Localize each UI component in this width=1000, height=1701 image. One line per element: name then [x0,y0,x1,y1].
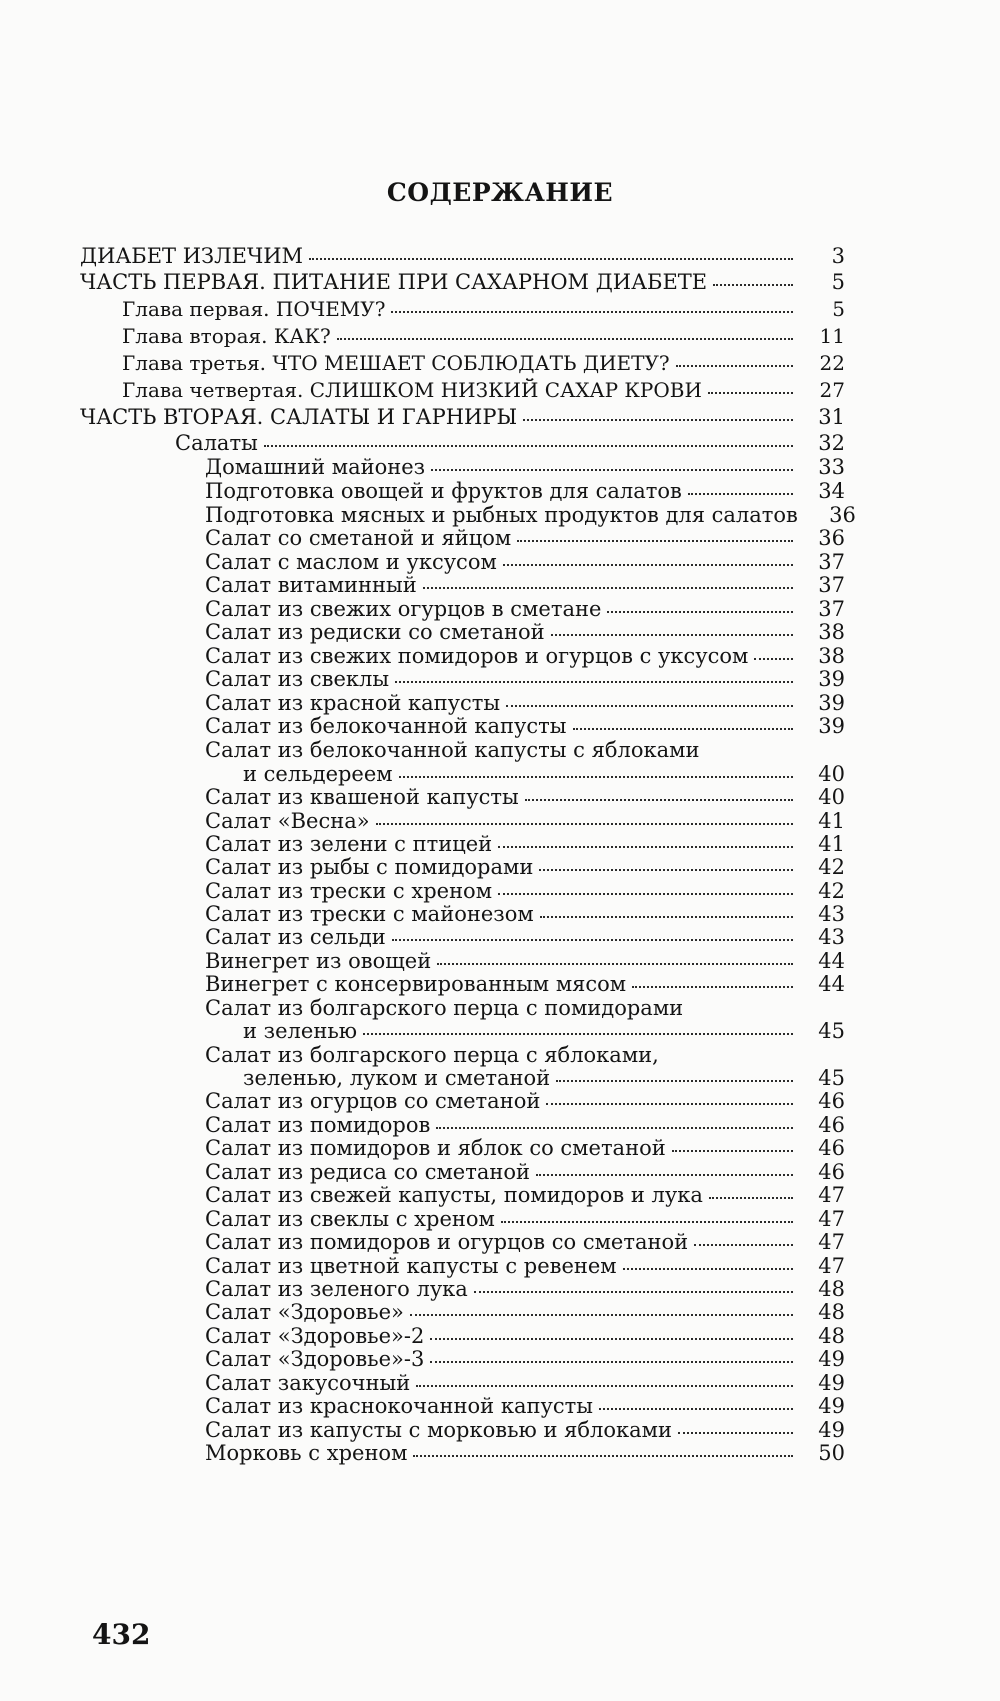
toc-entry-page: 49 [818,1394,845,1418]
toc-entry-label: Салат из трески с хреном [205,879,493,903]
toc-entry[interactable] [205,854,845,880]
toc-entry-page: 38 [818,620,845,644]
toc-entry[interactable] [205,1299,845,1325]
toc-entry-label: Салат из помидоров и огурцов со сметаной [205,1230,689,1254]
leader-dots [709,1196,793,1199]
page-number: 432 [92,1618,151,1651]
toc-entry-page: 49 [818,1418,845,1442]
toc-entry-page: 36 [829,503,856,527]
toc-entry-label: Салат из свежих огурцов в сметане [205,597,602,621]
toc-entry[interactable] [205,572,845,598]
toc-entry[interactable] [205,525,845,551]
toc-entry[interactable] [205,713,845,739]
leader-dots [556,1079,793,1082]
leader-dots [525,798,793,801]
toc-entry-label: Салат из сельди [205,925,386,949]
toc-entry[interactable] [205,1346,845,1372]
toc-entry-label: ДИАБЕТ ИЗЛЕЧИМ [80,244,304,268]
toc-entry-label: Салат из болгарского перца с помидорами [205,996,684,1020]
leader-dots [498,892,793,895]
toc-entry-label: Глава первая. ПОЧЕМУ? [122,297,386,321]
toc-entry-page: 48 [818,1324,845,1348]
page-title: СОДЕРЖАНИЕ [386,178,614,207]
leader-dots [573,727,794,730]
toc-entry-label: Салат со сметаной и яйцом [205,526,512,550]
toc-entry[interactable] [205,1393,845,1419]
toc-entry-label: зеленью, луком и сметаной [243,1066,551,1090]
toc-entry-label: Салат из болгарского перца с яблоками, [205,1043,659,1067]
leader-dots [498,845,793,848]
toc-entry[interactable] [205,1440,845,1466]
toc-entry[interactable] [122,377,845,403]
toc-entry[interactable] [205,784,845,810]
toc-entry-page: 41 [818,809,845,833]
leader-dots [437,962,793,965]
leader-dots [430,1337,793,1340]
toc-entry-page: 46 [818,1160,845,1184]
toc-entry-label: Салат из зелени с птицей [205,832,493,856]
toc-entry-page: 36 [818,526,845,550]
toc-entry-page: 41 [818,832,845,856]
toc-entry-label: Салат из огурцов со сметаной [205,1089,541,1113]
leader-dots [536,1173,793,1176]
toc-entry-label: ЧАСТЬ ВТОРАЯ. САЛАТЫ И ГАРНИРЫ [80,405,518,429]
toc-entry-page: 44 [818,949,845,973]
leader-dots [551,633,793,636]
toc-entry-page: 50 [818,1441,845,1465]
toc-entry-label: Салат из помидоров и яблок со сметаной [205,1136,666,1160]
toc-entry-label: Салаты [175,431,258,455]
toc-entry-page: 40 [818,762,845,786]
toc-entry-label: Салат из краснокочанной капусты [205,1394,593,1418]
toc-entry-label: ЧАСТЬ ПЕРВАЯ. ПИТАНИЕ ПРИ САХАРНОМ ДИАБЕТЕ [80,270,708,294]
toc-entry[interactable] [175,430,845,456]
leader-dots [708,391,793,394]
leader-dots [399,775,793,778]
toc-entry[interactable] [80,243,845,269]
toc-entry-page: 3 [831,244,845,268]
toc-entry-label: Салат из цветной капусты с ревенем [205,1254,617,1278]
toc-entry[interactable] [122,296,845,322]
leader-dots [337,337,793,340]
toc-entry-page: 48 [818,1300,845,1324]
toc-entry[interactable] [122,350,845,376]
toc-entry-page: 27 [819,378,845,402]
toc-entry[interactable] [243,1018,845,1044]
toc-entry-label: Салат из зеленого лука [205,1277,468,1301]
leader-dots [607,610,793,613]
toc-entry-label: Салат из редиски со сметаной [205,620,545,644]
leader-dots [539,868,793,871]
leader-dots [678,1431,793,1434]
leader-dots [423,586,793,589]
toc-entry-page: 37 [818,597,845,621]
toc-entry-page: 5 [831,270,845,294]
leader-dots [599,1407,793,1410]
toc-entry-page: 42 [818,879,845,903]
toc-entry[interactable] [205,1088,845,1114]
toc-entry-page: 43 [818,902,845,926]
toc-entry-label: Подготовка овощей и фруктов для салатов [205,479,682,503]
toc-entry-page: 49 [818,1347,845,1371]
leader-dots [430,1360,793,1363]
toc-entry[interactable] [205,478,845,504]
toc-entry-page: 46 [818,1089,845,1113]
toc-entry-page: 39 [818,691,845,715]
toc-entry-page: 42 [818,855,845,879]
toc-entry[interactable] [205,666,845,692]
toc-entry-page: 43 [818,925,845,949]
toc-entry[interactable] [205,454,845,480]
leader-dots [431,468,793,471]
toc-entry-label: Салат из белокочанной капусты с яблоками [205,738,700,762]
leader-dots [503,563,793,566]
toc-entry-label: и сельдереем [243,762,393,786]
toc-entry[interactable] [205,737,845,763]
toc-entry[interactable] [205,971,845,997]
toc-entry-label: Салат из трески с майонезом [205,902,534,926]
leader-dots [672,1149,793,1152]
leader-dots [309,257,793,260]
leader-dots [416,1384,793,1387]
toc-entry-page: 37 [818,550,845,574]
toc-entry-page: 37 [818,573,845,597]
toc-entry-page: 46 [818,1136,845,1160]
leader-dots [688,492,793,495]
toc-entry-page: 40 [818,785,845,809]
toc-entry-label: Салат «Здоровье»-3 [205,1347,425,1371]
toc-entry-label: и зеленью [243,1019,358,1043]
toc-entry-label: Салат «Здоровье»-2 [205,1324,425,1348]
toc-entry-page: 47 [818,1183,845,1207]
toc-entry-label: Винегрет с консервированным мясом [205,972,627,996]
toc-entry[interactable] [205,1135,845,1161]
toc-entry[interactable] [122,323,845,349]
toc-entry-page: 32 [818,431,845,455]
toc-entry-label: Салат из капусты с морковью и яблоками [205,1418,672,1442]
toc-entry-label: Салат из красной капусты [205,691,501,715]
toc-entry-page: 22 [819,351,845,375]
toc-entry-label: Глава четвертая. СЛИШКОМ НИЗКИЙ САХАР КРОВИ [122,378,702,402]
toc-entry-label: Винегрет из овощей [205,949,432,973]
leader-dots [395,680,793,683]
toc-entry-label: Подготовка мясных и рыбных продуктов для салатов [205,503,798,527]
toc-entry-page: 47 [818,1207,845,1231]
toc-entry-page: 34 [818,479,845,503]
toc-entry-label: Салат из свеклы с хреном [205,1207,495,1231]
toc-entry[interactable] [205,619,845,645]
toc-entry-page: 44 [818,972,845,996]
leader-dots [376,822,793,825]
toc-entry-label: Глава третья. ЧТО МЕШАЕТ СОБЛЮДАТЬ ДИЕТУ? [122,351,670,375]
leader-dots [501,1220,793,1223]
toc-entry-page: 47 [818,1230,845,1254]
toc-entry-page: 5 [832,297,845,321]
leader-dots [517,539,793,542]
toc-entry-page: 45 [818,1066,845,1090]
leader-dots [694,1243,793,1246]
toc-entry[interactable] [205,1182,845,1208]
toc-entry-label: Салат из редиса со сметаной [205,1160,530,1184]
leader-dots [506,704,793,707]
leader-dots [392,938,793,941]
toc-entry-label: Салат из свежей капусты, помидоров и лука [205,1183,703,1207]
toc-entry-page: 47 [818,1254,845,1278]
toc-entry-label: Салат «Весна» [205,809,370,833]
toc-entry[interactable] [205,1229,845,1255]
leader-dots [754,657,793,660]
toc-entry-page: 39 [818,714,845,738]
toc-entry[interactable] [205,924,845,950]
toc-entry-label: Салат из помидоров [205,1113,431,1137]
leader-dots [436,1126,793,1129]
toc-entry[interactable] [80,404,845,430]
leader-dots [540,915,793,918]
leader-dots [363,1032,793,1035]
toc-entry-page: 38 [818,644,845,668]
leader-dots [546,1102,793,1105]
toc-entry-label: Салат закусочный [205,1371,411,1395]
leader-dots [623,1267,793,1270]
toc-entry-page: 45 [818,1019,845,1043]
toc-entry-label: Салат из белокочанной капусты [205,714,567,738]
toc-entry-label: Домашний майонез [205,455,426,479]
toc-entry-label: Салат с маслом и уксусом [205,550,497,574]
toc-entry-page: 11 [819,324,845,348]
toc-entry-label: Морковь с хреном [205,1441,408,1465]
leader-dots [413,1454,793,1457]
toc-entry-page: 39 [818,667,845,691]
toc-entry-label: Салат из рыбы с помидорами [205,855,534,879]
toc-entry-label: Салат «Здоровье» [205,1300,404,1324]
leader-dots [713,283,793,286]
leader-dots [523,418,793,421]
toc-entry-page: 33 [818,455,845,479]
leader-dots [474,1290,793,1293]
toc-entry-label: Салат витаминный [205,573,417,597]
leader-dots [391,310,793,313]
toc-entry-label: Салат из квашеной капусты [205,785,519,809]
toc-entry-label: Глава вторая. КАК? [122,324,331,348]
toc-entry-label: Салат из свеклы [205,667,390,691]
toc-entry-page: 46 [818,1113,845,1137]
toc-entry-page: 31 [818,405,845,429]
leader-dots [410,1313,793,1316]
leader-dots [676,364,793,367]
leader-dots [632,985,793,988]
leader-dots [264,444,793,447]
toc-entry-page: 49 [818,1371,845,1395]
toc-entry-page: 48 [818,1277,845,1301]
toc-entry[interactable] [80,269,845,295]
toc-entry-label: Салат из свежих помидоров и огурцов с уксусом [205,644,749,668]
